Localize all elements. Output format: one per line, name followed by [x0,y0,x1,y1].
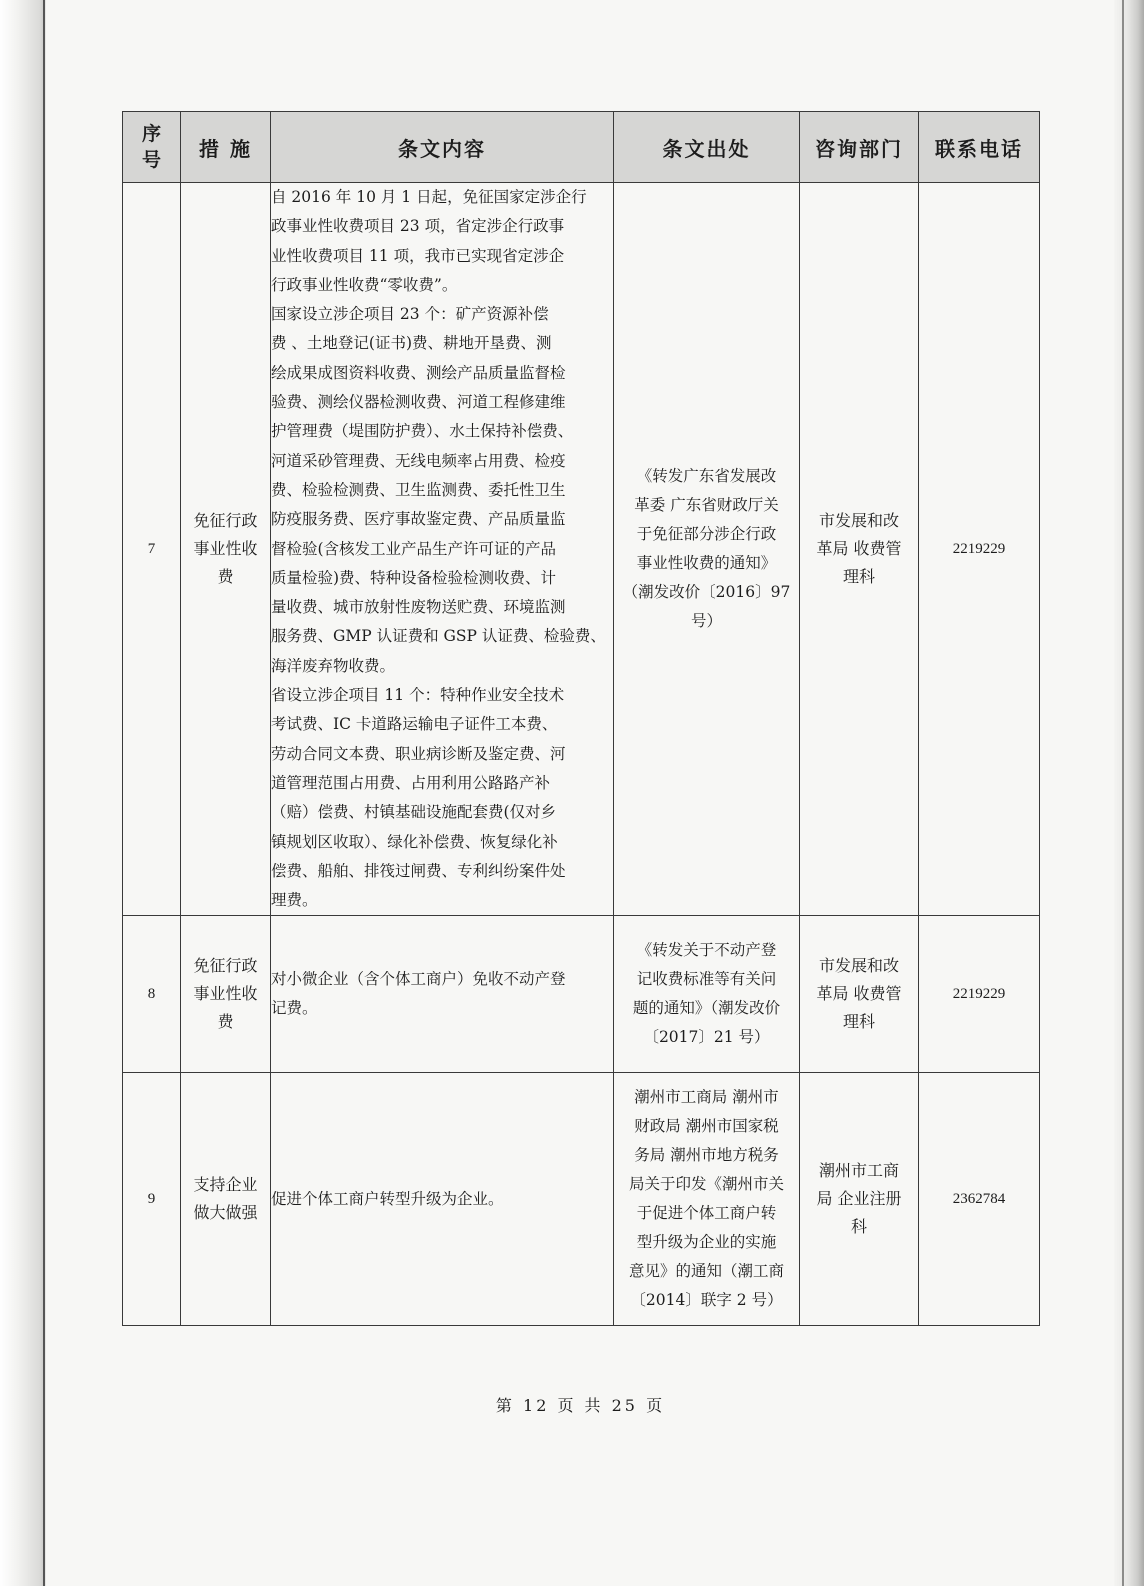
content-text-line: 对小微企业（含个体工商户）免收不动产登 [271,970,566,989]
content-text-line: 河道采砂管理费、无线电频率占用费、检疫 [271,451,566,470]
dept-text-line: 局 企业注册 [816,1189,902,1209]
header-measure: 措 施 [181,112,271,183]
content-text-line: 镇规划区收取）、绿化补偿费、恢复绿化补 [271,832,558,851]
page-right-edge [1114,0,1144,1586]
source-cell [614,183,800,916]
phone-cell: 2362784 [919,1073,1040,1326]
content-text-line: 行政事业性收费“零收费”。 [271,275,458,294]
header-phone: 联系电话 [919,112,1040,183]
dept-text-line: 理科 [842,1012,875,1032]
content-text-line: 护管理费（堤围防护费）、水土保持补偿费、 [271,422,574,441]
content-text-line: 考试费、IC 卡道路运输电子证件工本费、 [271,715,558,734]
dept-text-line: 市发展和改 [818,511,899,531]
dept-text-line: 科 [850,1217,867,1237]
content-text-line: 自 2016 年 10 月 1 日起，免征国家定涉企行 [271,188,587,206]
source-cell [614,1073,800,1326]
dept-cell [800,916,919,1073]
content-text-line: 劳动合同文本费、职业病诊断及鉴定费、河 [271,744,566,763]
content-text-line: 省设立涉企项目 11 个：特种作业安全技术 [271,686,565,705]
table-row [123,1073,1040,1326]
content-text-line: 绘成果成图资料收费、测绘产品质量监督检 [271,363,566,382]
source-text-line: 事业性收费的通知》 [636,554,777,573]
measure-cell [181,1073,271,1326]
policy-table [122,111,1040,1326]
source-text-line: 财政局 潮州市国家税 [634,1117,779,1136]
content-text-line: 费、检验检测费、卫生监测费、委托性卫生 [271,480,566,499]
content-text-line: 验费、测绘仪器检测收费、河道工程修建维 [271,393,566,412]
source-text-line: 〔2017〕21 号） [643,1028,770,1047]
measure-text-line: 费 [217,1012,234,1032]
source-text-line: 《转发关于不动产登 [636,941,777,960]
content-text-line: 偿费、船舶、排筏过闸费、专利纠纷案件处 [271,861,566,880]
dept-cell [800,183,919,916]
page-binding-edge [43,0,45,1586]
dept-text-line: 革局 收费管 [816,984,902,1004]
source-cell [614,916,800,1073]
header-seq-label: 序号 [141,123,161,171]
dept-text-line: 革局 收费管 [816,539,902,559]
content-text-line: 防疫服务费、医疗事故鉴定费、产品质量监 [271,510,566,529]
measure-text-line: 免征行政 [193,956,258,976]
content-text-line: 海洋废弃物收费。 [271,656,396,675]
page-right-edge-line [1122,0,1124,1586]
measure-text-line: 事业性收 [193,984,258,1004]
header-source: 条文出处 [614,112,800,183]
row-number: 7 [123,183,181,916]
measure-text-line: 做大做强 [193,1203,258,1223]
measure-cell [181,916,271,1073]
content-text-line: 促进个体工商户转型升级为企业。 [271,1189,504,1208]
source-text-line: （潮发改价〔2016〕97 [622,583,791,602]
source-text-line: 务局 潮州市地方税务 [634,1146,779,1165]
measure-text-line: 事业性收 [193,539,258,559]
dept-cell [800,1073,919,1326]
header-dept: 咨询部门 [800,112,919,183]
table-body [123,183,1040,1326]
page-binding-shadow [0,0,46,1586]
table-row [123,183,1040,916]
source-text-line: 局关于印发《潮州市关 [628,1175,784,1194]
source-text-line: 潮州市工商局 潮州市 [634,1088,779,1107]
measure-text-line: 支持企业 [193,1175,258,1195]
content-cell [271,183,614,916]
source-text-line: 于促进个体工商户转 [636,1204,777,1223]
page-number-footer: 第 12 页 共 25 页 [495,1396,666,1415]
source-text-line: 号） [690,612,722,631]
content-text-line: 记费。 [271,999,318,1018]
table-header-row [123,112,1040,183]
content-text-line: （赔）偿费、村镇基础设施配套费(仅对乡 [271,803,557,822]
source-text-line: 〔2014〕联字 2 号） [630,1291,783,1310]
content-text-line: 质量检验)费、特种设备检验检测收费、计 [271,568,557,587]
phone-cell: 2219229 [919,183,1040,916]
content-text-line: 政事业性收费项目 23 项，省定涉企行政事 [271,217,565,236]
dept-text-line: 潮州市工商 [818,1161,899,1181]
measure-text-line: 费 [217,567,234,587]
dept-text-line: 市发展和改 [818,956,899,976]
measure-text-line: 免征行政 [193,511,258,531]
content-text-line: 业性收费项目 11 项，我市已实现省定涉企 [271,246,565,265]
source-text-line: 意见》的通知（潮工商 [628,1262,784,1281]
source-text-line: 革委 广东省财政厅关 [634,496,779,515]
content-cell [271,1073,614,1326]
source-text-line: 题的通知》（潮发改价 [632,999,781,1018]
content-text-line: 费 、土地登记(证书)费、耕地开垦费、测 [271,334,552,353]
content-text-line: 理费。 [271,891,318,910]
table-row [123,916,1040,1073]
source-text-line: 《转发广东省发展改 [636,467,777,486]
measure-cell [181,183,271,916]
header-content: 条文内容 [271,112,614,183]
content-text-line: 服务费、GMP 认证费和 GSP 认证费、检验费、 [271,627,606,646]
content-text-line: 量收费、城市放射性废物送贮费、环境监测 [271,598,566,617]
content-text-line: 督检验(含核发工业产品生产许可证的产品 [271,539,557,558]
row-number: 9 [123,1073,181,1326]
content-cell [271,916,614,1073]
header-seq [123,112,181,183]
source-text-line: 记收费标准等有关问 [636,970,777,989]
content-text-line: 道管理范围占用费、占用利用公路路产补 [271,773,551,792]
source-text-line: 于免征部分涉企行政 [636,525,777,544]
source-text-line: 型升级为企业的实施 [636,1233,777,1252]
phone-cell: 2219229 [919,916,1040,1073]
dept-text-line: 理科 [842,567,875,587]
content-text-line: 国家设立涉企项目 23 个：矿产资源补偿 [271,305,549,324]
row-number: 8 [123,916,181,1073]
